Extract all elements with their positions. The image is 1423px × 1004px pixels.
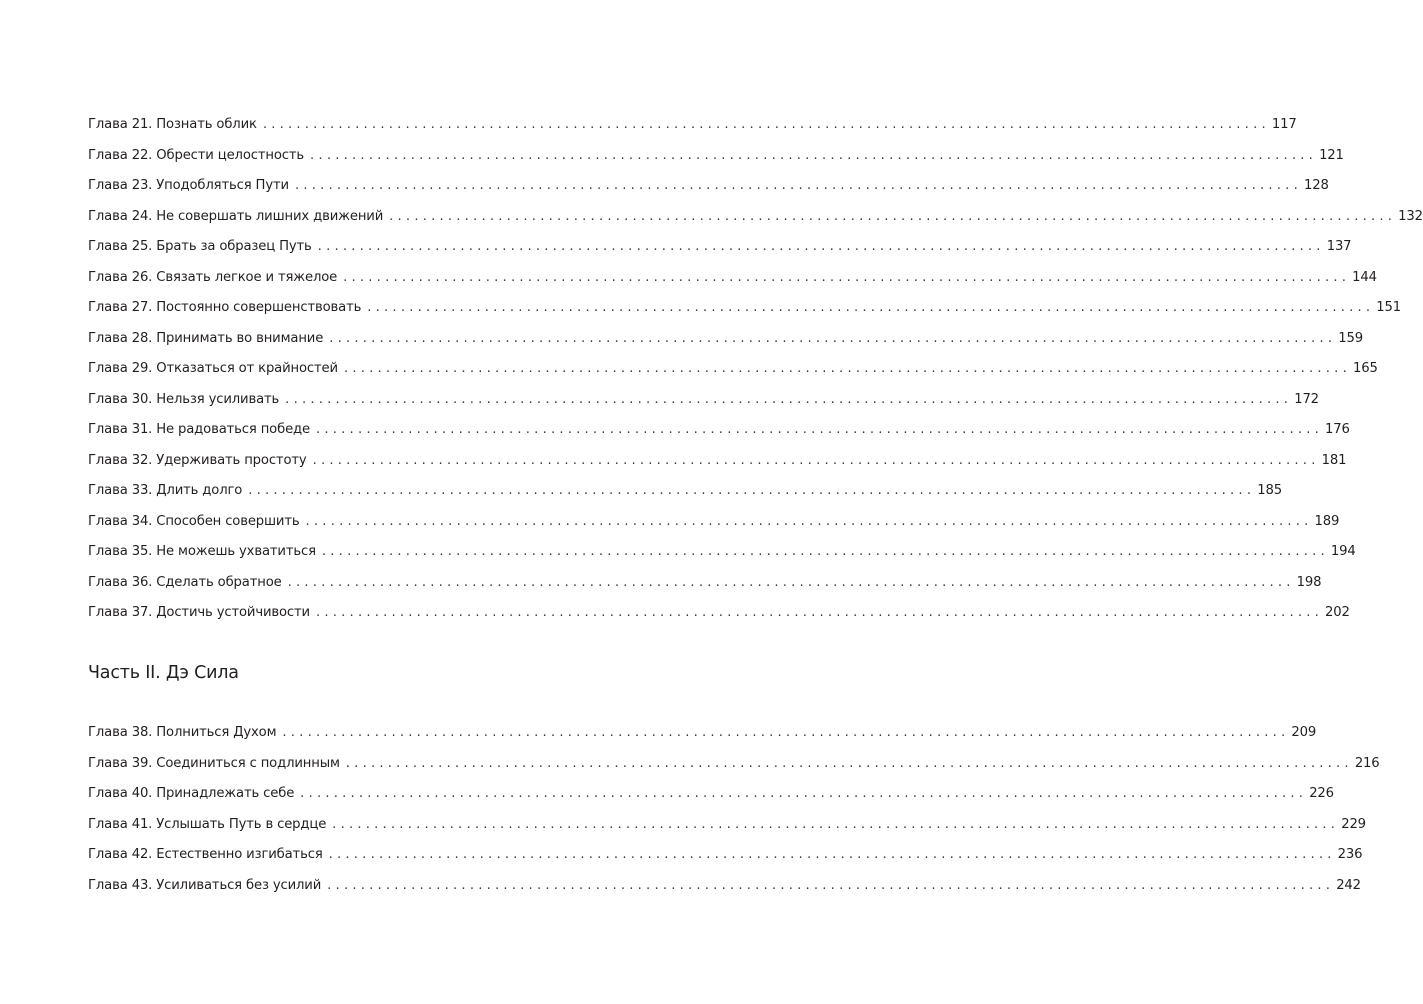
toc-entry-page-number: 209 — [1291, 725, 1317, 740]
dot-leader: ........................................................................................................................ — [389, 208, 1397, 224]
toc-entry-title: Глава 23. Уподобляться Пути — [88, 178, 289, 193]
dot-leader: ........................................................................................................................ — [332, 816, 1340, 832]
toc-entry-page-number: 144 — [1352, 269, 1377, 285]
toc-entry-page-number: 172 — [1294, 391, 1319, 407]
dot-leader: ........................................................................................................................ — [343, 361, 1351, 376]
dot-leader: ........................................................................................................................ — [310, 147, 1318, 163]
dot-leader: ........................................................................................................................ — [345, 755, 1353, 771]
toc-entry-page-number: 242 — [1336, 877, 1361, 893]
toc-entry-page-number: 216 — [1354, 755, 1380, 771]
toc-entry-title: Глава 32. Удерживать простоту — [88, 452, 307, 468]
toc-entry-title: Глава 27. Постоянно совершенствовать — [88, 300, 362, 315]
toc-entry[interactable] — [88, 202, 1423, 233]
part-heading: Часть II. Дэ Сила — [88, 663, 239, 683]
toc-entry[interactable] — [88, 568, 1322, 599]
toc-entry[interactable] — [88, 415, 1350, 446]
toc-entry-title: Глава 22. Обрести целостность — [88, 147, 305, 163]
toc-entry[interactable] — [88, 840, 1363, 871]
toc-entry-title: Глава 24. Не совершать лишних движений — [88, 208, 384, 224]
dot-leader: ........................................................................................................................ — [321, 544, 1329, 559]
dot-leader: ........................................................................................................................ — [262, 117, 1270, 132]
toc-list-part-1 — [88, 110, 1423, 629]
toc-entry[interactable] — [88, 507, 1340, 538]
toc-entry-title: Глава 42. Естественно изгибаться — [88, 847, 323, 862]
toc-entry-page-number: 165 — [1352, 361, 1378, 376]
dot-leader: ........................................................................................................................ — [312, 452, 1320, 468]
toc-entry[interactable] — [88, 749, 1380, 780]
dot-leader: ........................................................................................................................ — [294, 178, 1302, 193]
toc-entry[interactable] — [88, 779, 1334, 810]
toc-entry-title: Глава 25. Брать за образец Путь — [88, 239, 312, 254]
toc-entry-page-number: 185 — [1257, 483, 1282, 498]
toc-entry-title: Глава 29. Отказаться от крайностей — [88, 361, 338, 376]
dot-leader: ........................................................................................................................ — [317, 239, 1325, 254]
toc-entry[interactable] — [88, 324, 1363, 355]
dot-leader: ........................................................................................................................ — [315, 605, 1324, 620]
dot-leader: ........................................................................................................................ — [300, 786, 1308, 801]
toc-entry-title: Глава 37. Достичь устойчивости — [88, 605, 310, 620]
dot-leader: ........................................................................................................................ — [327, 877, 1335, 893]
toc-entry-title: Глава 21. Познать облик — [88, 117, 257, 132]
toc-entry-title: Глава 26. Связать легкое и тяжелое — [88, 269, 338, 285]
toc-entry-title: Глава 30. Нельзя усиливать — [88, 391, 280, 407]
dot-leader: ........................................................................................................................ — [287, 574, 1295, 590]
dot-leader: ........................................................................................................................ — [329, 330, 1337, 346]
toc-entry-page-number: 229 — [1341, 816, 1366, 832]
toc-entry-title: Глава 34. Способен совершить — [88, 513, 300, 529]
toc-entry-title: Глава 41. Услышать Путь в сердце — [88, 816, 327, 832]
toc-entry-page-number: 176 — [1325, 422, 1350, 437]
toc-entry-page-number: 132 — [1398, 208, 1423, 224]
toc-entry-title: Глава 33. Длить долго — [88, 483, 243, 498]
toc-entry-title: Глава 40. Принадлежать себе — [88, 786, 295, 801]
toc-entry[interactable] — [88, 263, 1377, 294]
toc-entry[interactable] — [88, 718, 1317, 749]
toc-entry[interactable] — [88, 385, 1319, 416]
dot-leader: ........................................................................................................................ — [367, 300, 1375, 315]
toc-entry-page-number: 236 — [1337, 847, 1363, 862]
toc-entry[interactable] — [88, 871, 1361, 902]
dot-leader: ........................................................................................................................ — [282, 725, 1290, 740]
dot-leader: ........................................................................................................................ — [248, 483, 1256, 498]
dot-leader: ........................................................................................................................ — [305, 513, 1313, 529]
toc-list-part-2 — [88, 718, 1380, 901]
toc-entry-page-number: 189 — [1314, 513, 1340, 529]
toc-entry[interactable] — [88, 110, 1297, 141]
toc-entry[interactable] — [88, 810, 1366, 841]
toc-entry[interactable] — [88, 446, 1347, 477]
toc-entry-title: Глава 39. Соединиться с подлинным — [88, 755, 340, 771]
toc-entry[interactable] — [88, 293, 1402, 324]
toc-entry[interactable] — [88, 141, 1344, 172]
toc-entry-page-number: 137 — [1326, 239, 1352, 254]
toc-entry[interactable] — [88, 354, 1378, 385]
toc-entry[interactable] — [88, 598, 1350, 629]
toc-entry-page-number: 226 — [1309, 786, 1334, 801]
dot-leader: ........................................................................................................................ — [343, 269, 1351, 285]
dot-leader: ........................................................................................................................ — [328, 847, 1336, 862]
toc-entry-page-number: 128 — [1303, 178, 1329, 193]
toc-entry-page-number: 181 — [1321, 452, 1347, 468]
toc-entry-page-number: 198 — [1296, 574, 1322, 590]
dot-leader: ........................................................................................................................ — [315, 422, 1324, 437]
toc-entry-title: Глава 35. Не можешь ухватиться — [88, 544, 316, 559]
toc-entry-page-number: 159 — [1338, 330, 1363, 346]
toc-entry[interactable] — [88, 537, 1356, 568]
toc-entry-page-number: 121 — [1319, 147, 1344, 163]
toc-entry-title: Глава 36. Сделать обратное — [88, 574, 282, 590]
toc-entry[interactable] — [88, 476, 1282, 507]
toc-entry[interactable] — [88, 171, 1329, 202]
toc-entry-title: Глава 38. Полниться Духом — [88, 725, 277, 740]
toc-entry-page-number: 194 — [1330, 544, 1356, 559]
toc-entry-title: Глава 31. Не радоваться победе — [88, 422, 310, 437]
toc-entry[interactable] — [88, 232, 1352, 263]
toc-entry-title: Глава 43. Усиливаться без усилий — [88, 877, 322, 893]
toc-entry-page-number: 117 — [1271, 117, 1297, 132]
dot-leader: ........................................................................................................................ — [285, 391, 1293, 407]
toc-entry-title: Глава 28. Принимать во внимание — [88, 330, 324, 346]
toc-entry-page-number: 151 — [1376, 300, 1402, 315]
toc-entry-page-number: 202 — [1325, 605, 1350, 620]
